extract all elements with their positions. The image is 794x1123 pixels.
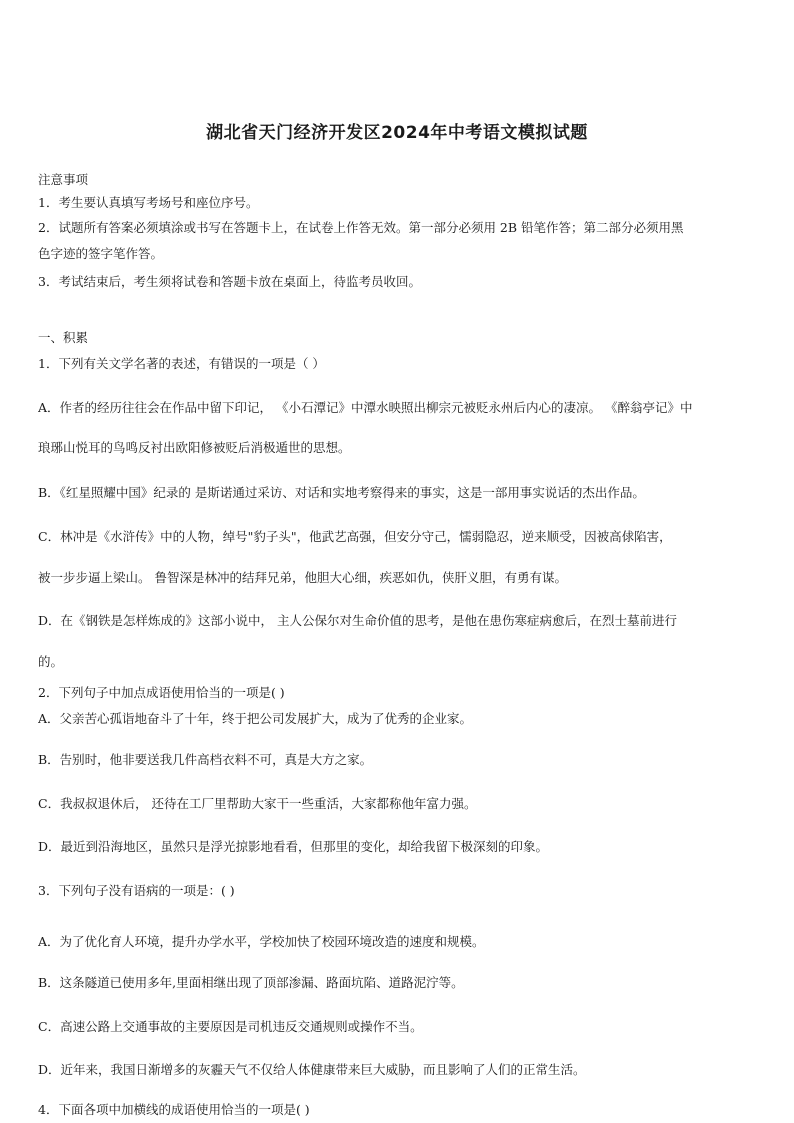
question-2-option-c: C．我叔叔退休后， 还待在工厂里帮助大家干一些重活，大家都称他年富力强。 <box>38 796 477 811</box>
notice-item-1: 1．考生要认真填写考场号和座位序号。 <box>38 195 259 210</box>
question-1-option-c-line-1: C．林冲是《水浒传》中的人物，绰号"豹子头"，他武艺高强，但安分守己，懦弱隐忍，逆来顺受，因被高俅陷害， <box>38 529 672 544</box>
question-1-stem: 1．下列有关文学名著的表述，有错误的一项是（ ） <box>38 356 325 371</box>
notice-item-3: 3．考试结束后，考生须将试卷和答题卡放在桌面上，待监考员收回。 <box>38 274 421 289</box>
question-3-option-d: D．近年来，我国日渐增多的灰霾天气不仅给人体健康带来巨大威胁，而且影响了人们的正常生活。 <box>38 1062 586 1077</box>
question-2-stem: 2．下列句子中加点成语使用恰当的一项是( ) <box>38 685 285 700</box>
question-3-stem: 3．下列句子没有语病的一项是：( ) <box>38 883 235 898</box>
question-1-option-a-line-1: A．作者的经历往往会在作品中留下印记， 《小石潭记》中潭水映照出柳宗元被贬永州后内心的凄凉。 《醉翁亭记》中 <box>38 400 693 415</box>
question-1-option-c-line-2: 被一步步逼上梁山。 鲁智深是林冲的结拜兄弟，他胆大心细，疾恶如仇，侠肝义胆，有勇有谋。 <box>38 570 567 585</box>
question-4-stem: 4．下面各项中加横线的成语使用恰当的一项是( ) <box>38 1102 310 1117</box>
question-2-option-a: A．父亲苦心孤诣地奋斗了十年，终于把公司发展扩大，成为了优秀的企业家。 <box>38 711 473 726</box>
section-heading: 一、积累 <box>38 330 89 345</box>
question-2-option-b: B．告别时，他非要送我几件高档衣料不可，真是大方之家。 <box>38 752 373 767</box>
question-1-option-d-line-2: 的。 <box>38 654 64 669</box>
question-1-option-d-line-1: D．在《钢铁是怎样炼成的》这部小说中， 主人公保尔对生命价值的思考，是他在患伤寒症病愈后，在烈士墓前进行 <box>38 613 677 628</box>
question-1-option-b: B．《红星照耀中国》纪录的 是斯诺通过采访、对话和实地考察得来的事实，这是一部用事实说话的杰出作品。 <box>38 485 645 500</box>
notice-item-2-line-2: 色字迹的签字笔作答。 <box>38 246 164 261</box>
question-3-option-b: B．这条隧道已使用多年,里面相继出现了顶部渗漏、路面坑陷、道路泥泞等。 <box>38 975 464 990</box>
question-3-option-c: C．高速公路上交通事故的主要原因是司机违反交通规则或操作不当。 <box>38 1019 423 1034</box>
question-1-option-a-line-2: 琅琊山悦耳的鸟鸣反衬出欧阳修被贬后消极遁世的思想。 <box>38 440 351 455</box>
page-title: 湖北省天门经济开发区2024年中考语文模拟试题 <box>206 123 588 143</box>
notice-heading: 注意事项 <box>38 172 89 187</box>
question-3-option-a: A．为了优化育人环境，提升办学水平，学校加快了校园环境改造的速度和规模。 <box>38 934 485 949</box>
notice-item-2-line-1: 2．试题所有答案必须填涂或书写在答题卡上，在试卷上作答无效。第一部分必须用 2B 铅笔作答；第二部分必须用黑 <box>38 220 684 235</box>
question-2-option-d: D．最近到沿海地区，虽然只是浮光掠影地看看，但那里的变化，却给我留下极深刻的印象。 <box>38 839 549 854</box>
